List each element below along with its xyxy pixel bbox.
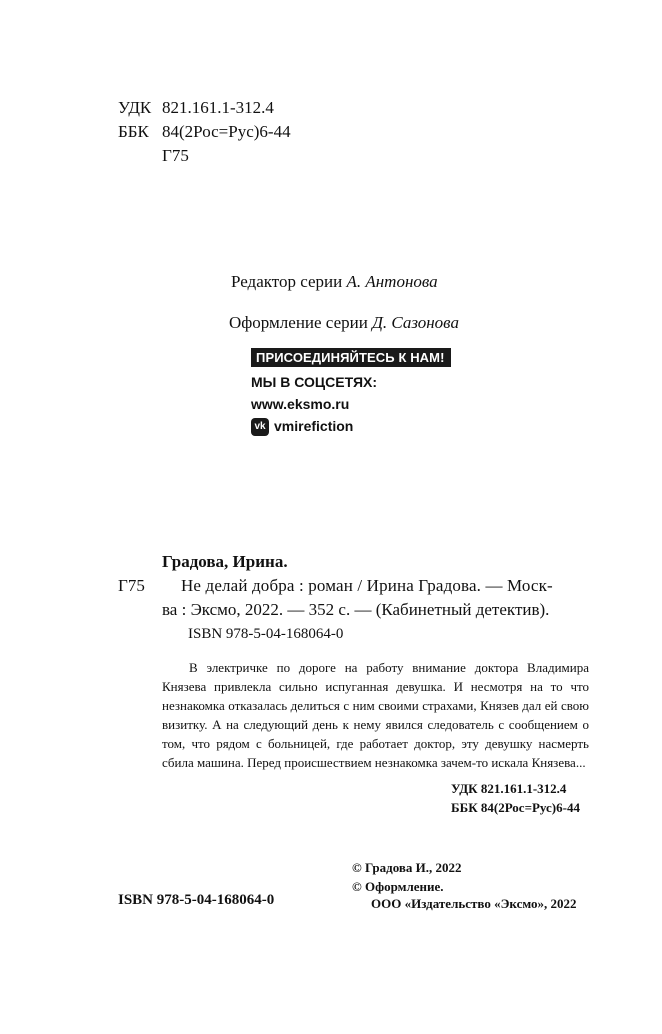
author-mark-bib: Г75 (118, 576, 145, 595)
copyright-publisher: ООО «Издательство «Эксмо», 2022 (371, 896, 577, 911)
annotation-text: В электричке по дороге на работу внимание доктора Владимира Князева привлекла сильно испуганная девушка. И несмотря на то что незнакомка отказалась делиться с ним своими страхами, Князев дал ей свою визитку. А на следующий день к нему явился следователь с сообщением о том, что рядом с больницей, где работает доктор, эту девушку насмерть сбила машина. Перед происшествием незнакомка зачем-то искала Князева... (162, 660, 589, 770)
udk-line (118, 96, 274, 120)
vk-row[interactable] (251, 415, 451, 437)
bib-line-2: ва : Эксмо, 2022. — 352 с. — (Кабинетный детектив). (162, 600, 550, 619)
bbk-value: 84(2Рос=Рус)6-44 (162, 122, 291, 141)
bib-isbn: ISBN 978-5-04-168064-0 (188, 626, 344, 642)
bbk-label: ББК (118, 122, 149, 141)
bib-line-1: Не делай добра : роман / Ирина Градова. — Моск- (181, 576, 553, 595)
annotation-udk: УДК 821.161.1-312.4 (451, 781, 567, 796)
footer-isbn: ISBN 978-5-04-168064-0 (118, 892, 275, 908)
udk-label: УДК (118, 98, 152, 117)
series-editor-label: Редактор серии (231, 272, 343, 291)
series-design-name: Д. Сазонова (372, 313, 459, 332)
annotation-bbk: ББК 84(2Рос=Рус)6-44 (451, 800, 580, 815)
bbk-line (118, 120, 291, 144)
copyright-author: © Градова И., 2022 (352, 860, 462, 875)
join-banner: ПРИСОЕДИНЯЙТЕСЬ К НАМ! (251, 348, 451, 367)
we-in-social: МЫ В СОЦСЕТЯХ: (251, 374, 378, 390)
udk-value: 821.161.1-312.4 (162, 98, 274, 117)
vk-handle: vmirefiction (274, 418, 354, 434)
copyright-design: © Оформление. (352, 879, 444, 894)
series-editor-name: А. Антонова (346, 272, 438, 291)
series-design (229, 313, 459, 333)
website-link[interactable]: www.eksmo.ru (251, 396, 350, 412)
author-mark-top: Г75 (162, 146, 189, 165)
series-design-label: Оформление серии (229, 313, 368, 332)
social-block (251, 349, 451, 437)
author-heading: Градова, Ирина. (162, 552, 288, 571)
vk-icon: vk (251, 418, 269, 436)
series-editor (231, 272, 438, 292)
